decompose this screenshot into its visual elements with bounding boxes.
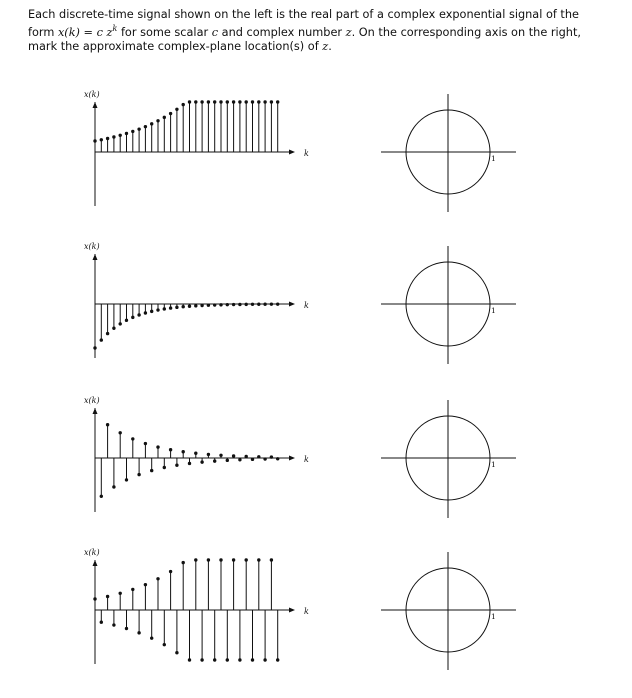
y-axis-label-3: x(k) (84, 396, 100, 405)
unit-label-3: 1 (491, 460, 496, 469)
stem-dot (226, 658, 229, 661)
intro-text-3: and complex number (218, 25, 346, 39)
stem-plot-3 (100, 423, 280, 498)
stem-dot (112, 485, 115, 488)
stem-dot (144, 311, 147, 314)
unit-label-2: 1 (491, 306, 496, 315)
stem-dot (251, 100, 254, 103)
x-axis-arrow-4 (289, 608, 295, 613)
signal-row-4 (0, 546, 632, 698)
stem-dot (226, 303, 229, 306)
signal-row-4-graphics (0, 546, 632, 698)
signal-row-1 (0, 88, 632, 240)
complex-plane-1 (381, 94, 516, 212)
x-axis-arrow-1 (289, 150, 295, 155)
stem-dot (226, 100, 229, 103)
stem-dot (188, 462, 191, 465)
stem-dot (207, 100, 210, 103)
stem-dot (131, 130, 134, 133)
stem-dot (251, 458, 254, 461)
signal-row-3-graphics (0, 394, 632, 546)
stem-dot (213, 100, 216, 103)
stem-dot (112, 135, 115, 138)
complex-plane-4 (381, 552, 516, 670)
stem-dot (131, 437, 134, 440)
stem-dot (150, 122, 153, 125)
stem-dot (100, 138, 103, 141)
stem-dot (213, 658, 216, 661)
stem-dot (188, 100, 191, 103)
stem-dot (207, 558, 210, 561)
intro-text-4: . On the corresponding axis on the right, mark the approximate complex-plane location(s) of (28, 25, 581, 54)
stem-dot (112, 623, 115, 626)
stem-dot (106, 332, 109, 335)
stem-dot (119, 592, 122, 595)
x-axis-label-1: k (304, 149, 309, 158)
stem-dot (137, 631, 140, 634)
intro-math-sup: k (112, 24, 118, 34)
stem-dot (93, 346, 96, 349)
intro-text-2: for some scalar (117, 25, 212, 39)
stem-dot (169, 306, 172, 309)
stem-dot (93, 597, 96, 600)
stem-dot (207, 453, 210, 456)
stem-dot (194, 304, 197, 307)
y-axis-arrow-2 (93, 254, 98, 260)
stem-dot (150, 469, 153, 472)
stem-dot (245, 455, 248, 458)
stem-dot (169, 112, 172, 115)
stem-dot (182, 305, 185, 308)
stem-dot (175, 651, 178, 654)
stem-dot (169, 448, 172, 451)
stem-dot (144, 583, 147, 586)
problem-statement (28, 8, 588, 54)
signal-row-1-graphics (0, 88, 632, 240)
x-axis-arrow-2 (289, 302, 295, 307)
intro-math-z: z (345, 25, 352, 39)
stem-dot (125, 478, 128, 481)
stem-dot (194, 452, 197, 455)
stem-dot (194, 100, 197, 103)
stem-dot (144, 442, 147, 445)
stem-dot (125, 627, 128, 630)
stem-dot (175, 108, 178, 111)
y-axis-arrow-4 (93, 560, 98, 566)
stem-dot (238, 658, 241, 661)
x-axis-label-4: k (304, 607, 309, 616)
stem-dot (163, 643, 166, 646)
stem-dot (263, 303, 266, 306)
intro-text-5: . (328, 40, 332, 54)
stem-dot (175, 306, 178, 309)
stem-dot (263, 658, 266, 661)
stem-dot (200, 460, 203, 463)
stem-dot (182, 450, 185, 453)
stem-dot (251, 658, 254, 661)
stem-dot (93, 139, 96, 142)
stem-dot (100, 495, 103, 498)
stem-dot (219, 100, 222, 103)
stem-dot (194, 558, 197, 561)
stem-dot (219, 303, 222, 306)
stem-dot (232, 454, 235, 457)
stem-plot-2 (93, 302, 279, 349)
y-axis-label-4: x(k) (84, 548, 100, 557)
stem-dot (276, 302, 279, 305)
stem-dot (125, 319, 128, 322)
stem-dot (106, 423, 109, 426)
stem-dot (150, 310, 153, 313)
stem-dot (150, 636, 153, 639)
stem-dot (156, 577, 159, 580)
stem-dot (245, 558, 248, 561)
y-axis-arrow-1 (93, 102, 98, 108)
stem-dot (219, 558, 222, 561)
stem-dot (276, 100, 279, 103)
stem-dot (182, 103, 185, 106)
stem-dot (226, 459, 229, 462)
stem-dot (238, 458, 241, 461)
stem-dot (182, 561, 185, 564)
stem-dot (270, 558, 273, 561)
stem-dot (263, 457, 266, 460)
x-axis-arrow-3 (289, 456, 295, 461)
intro-math-c: c (211, 25, 219, 39)
unit-label-4: 1 (491, 612, 496, 621)
stem-dot (137, 313, 140, 316)
stem-dot (163, 466, 166, 469)
stem-dot (257, 558, 260, 561)
stem-dot (175, 463, 178, 466)
y-axis-label-1: x(k) (84, 90, 100, 99)
stem-dot (125, 132, 128, 135)
stem-dot (232, 558, 235, 561)
stem-dot (245, 100, 248, 103)
stem-dot (200, 100, 203, 103)
stem-dot (106, 137, 109, 140)
stem-dot (276, 457, 279, 460)
stem-dot (270, 302, 273, 305)
signal-row-2 (0, 240, 632, 392)
complex-plane-2 (381, 246, 516, 364)
stem-dot (106, 595, 109, 598)
stem-dot (156, 308, 159, 311)
intro-math-xk: x(k) = c z (57, 25, 113, 39)
stem-dot (137, 473, 140, 476)
stem-dot (119, 431, 122, 434)
stem-dot (232, 100, 235, 103)
stem-dot (213, 459, 216, 462)
stem-dot (163, 307, 166, 310)
stem-dot (188, 658, 191, 661)
stem-dot (131, 588, 134, 591)
stem-dot (100, 621, 103, 624)
stem-dot (137, 127, 140, 130)
complex-plane-3 (381, 400, 516, 518)
signal-row-3 (0, 394, 632, 546)
unit-label-1: 1 (491, 154, 496, 163)
stem-dot (232, 303, 235, 306)
y-axis-label-2: x(k) (84, 242, 100, 251)
stem-dot (257, 303, 260, 306)
stem-dot (207, 304, 210, 307)
stem-dot (119, 134, 122, 137)
x-axis-label-3: k (304, 455, 309, 464)
stem-dot (276, 658, 279, 661)
stem-dot (200, 658, 203, 661)
stem-dot (238, 303, 241, 306)
stem-dot (112, 327, 115, 330)
stem-dot (257, 100, 260, 103)
stem-dot (270, 100, 273, 103)
stem-dot (257, 455, 260, 458)
stem-dot (270, 455, 273, 458)
stem-dot (169, 570, 172, 573)
stem-plot-1 (93, 100, 279, 152)
stem-dot (144, 125, 147, 128)
stem-dot (119, 322, 122, 325)
stem-dot (188, 305, 191, 308)
stem-dot (156, 445, 159, 448)
stem-dot (200, 304, 203, 307)
intro-math-z2: z (322, 40, 329, 54)
stem-dot (213, 303, 216, 306)
x-axis-label-2: k (304, 301, 309, 310)
signal-row-2-graphics (0, 240, 632, 392)
intro-text-1: Each discrete-time signal shown on the left is the real part of a complex exponential signal of the form (28, 8, 579, 39)
stem-dot (219, 454, 222, 457)
y-axis-arrow-3 (93, 408, 98, 414)
stem-dot (156, 119, 159, 122)
stem-dot (238, 100, 241, 103)
stem-dot (263, 100, 266, 103)
stem-dot (163, 116, 166, 119)
stem-dot (251, 303, 254, 306)
stem-dot (100, 338, 103, 341)
stem-dot (131, 316, 134, 319)
stem-dot (245, 303, 248, 306)
